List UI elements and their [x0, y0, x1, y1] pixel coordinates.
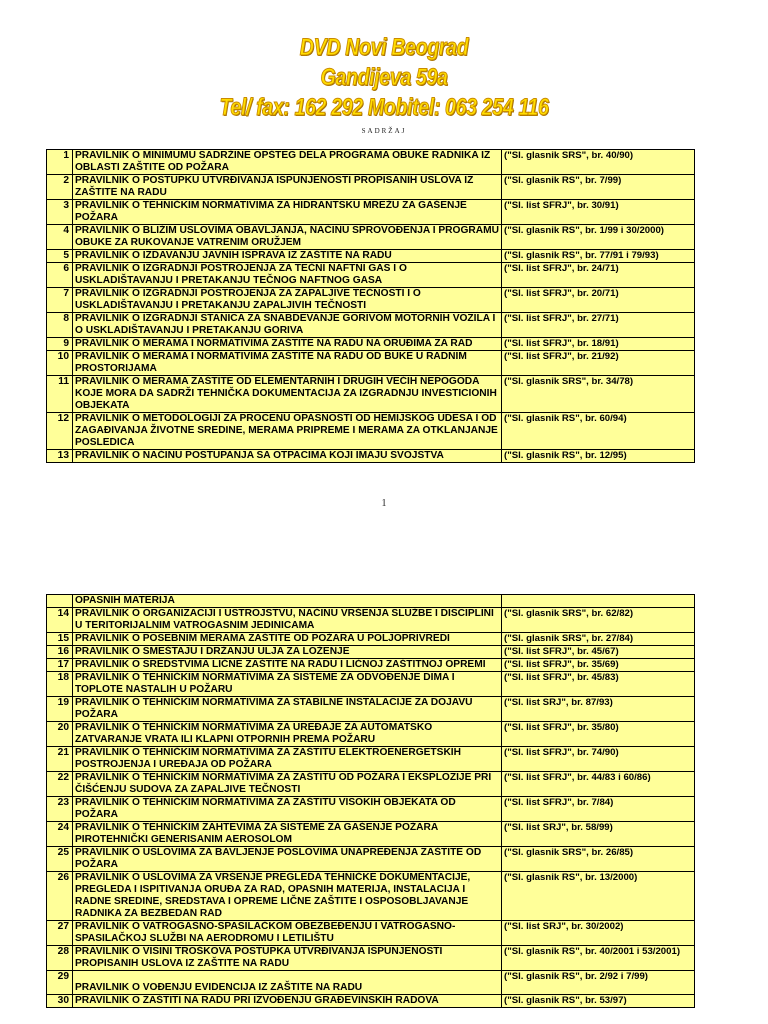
regulation-title: PRAVILNIK O TEHNIČKIM NORMATIVIMA ZA SISTEME ZA ODVOĐENJE DIMA I TOPLOTE NASTALIH U POŽARU: [73, 672, 502, 697]
table-row: [47, 847, 695, 872]
row-number: [47, 595, 73, 608]
table-row: [47, 338, 695, 351]
contents-heading: SADRŽAJ: [361, 127, 407, 135]
row-number: 9: [47, 338, 73, 351]
row-number: 3: [47, 200, 73, 225]
row-number: 8: [47, 313, 73, 338]
regulation-title: PRAVILNIK O IZDAVANJU JAVNIH ISPRAVA IZ ZAŠTITE NA RADU: [73, 250, 502, 263]
row-number: 27: [47, 921, 73, 946]
gazette-reference: ("Sl. glasnik RS", br. 60/94): [502, 413, 695, 450]
row-number: 11: [47, 376, 73, 413]
gazette-reference: ("Sl. list SFRJ", br. 20/71): [502, 288, 695, 313]
table-row: [47, 288, 695, 313]
regulation-title: PRAVILNIK O NAČINU POSTUPANJA SA OTPACIMA KOJI IMAJU SVOJSTVA: [73, 450, 502, 463]
header-address: Gandijeva 59a: [320, 64, 448, 91]
gazette-reference: ("Sl. list SRJ", br. 87/93): [502, 697, 695, 722]
gazette-reference: ("Sl. glasnik RS", br. 12/95): [502, 450, 695, 463]
row-number: 2: [47, 175, 73, 200]
regulation-title: PRAVILNIK O MERAMA I NORMATIVIMA ZAŠTITE NA RADU NA ORUĐIMA ZA RAD: [73, 338, 502, 351]
gazette-reference: ("Sl. glasnik RS", br. 77/91 i 79/93): [502, 250, 695, 263]
row-number: 12: [47, 413, 73, 450]
regulation-title: PRAVILNIK O TEHNIČKIM NORMATIVIMA ZA ZAŠTITU ELEKTROENERGETSKIH POSTROJENJA I UREĐAJA OD POŽARA: [73, 747, 502, 772]
table-row: [47, 608, 695, 633]
gazette-reference: ("Sl. list SFRJ", br. 45/67): [502, 646, 695, 659]
table-row: [47, 722, 695, 747]
row-number: 18: [47, 672, 73, 697]
table-row: [47, 150, 695, 175]
regulation-title: PRAVILNIK O POSTUPKU UTVRĐIVANJA ISPUNJENOSTI PROPISANIH USLOVA IZ ZAŠTITE NA RADU: [73, 175, 502, 200]
row-number: 30: [47, 995, 73, 1008]
regulation-title: PRAVILNIK O VOĐENJU EVIDENCIJA IZ ZAŠTITE NA RADU: [73, 971, 502, 995]
gazette-reference: ("Sl. list SFRJ", br. 21/92): [502, 351, 695, 376]
gazette-reference: ("Sl. glasnik SRS", br. 27/84): [502, 633, 695, 646]
gazette-reference: ("Sl. list SFRJ", br. 24/71): [502, 263, 695, 288]
gazette-reference: ("Sl. glasnik RS", br. 2/92 i 7/99): [502, 971, 695, 995]
gazette-reference: ("Sl. list SFRJ", br. 7/84): [502, 797, 695, 822]
gazette-reference: ("Sl. list SFRJ", br. 30/91): [502, 200, 695, 225]
regulation-title: PRAVILNIK O TEHNIČKIM NORMATIVIMA ZA STABILNE INSTALACIJE ZA DOJAVU POŽARA: [73, 697, 502, 722]
regulation-title: PRAVILNIK O VISINI TROŠKOVA POSTUPKA UTVRĐIVANJA ISPUNJENOSTI PROPISANIH USLOVA IZ ZAŠTITE NA RADU: [73, 946, 502, 971]
table-row: [47, 971, 695, 995]
header-org-name: DVD Novi Beograd: [299, 34, 469, 61]
row-number: 6: [47, 263, 73, 288]
table-row: [47, 595, 695, 608]
gazette-reference: ("Sl. glasnik SRS", br. 34/78): [502, 376, 695, 413]
table-row: [47, 450, 695, 463]
gazette-reference: ("Sl. list SFRJ", br. 35/80): [502, 722, 695, 747]
table-row: [47, 250, 695, 263]
gazette-reference: ("Sl. glasnik RS", br. 7/99): [502, 175, 695, 200]
regulation-title: PRAVILNIK O MINIMUMU SADRŽINE OPŠTEG DELA PROGRAMA OBUKE RADNIKA IZ OBLASTI ZAŠTITE OD POŽARA: [73, 150, 502, 175]
gazette-reference: ("Sl. list SFRJ", br. 18/91): [502, 338, 695, 351]
table-row: [47, 313, 695, 338]
gazette-reference: ("Sl. glasnik RS", br. 53/97): [502, 995, 695, 1008]
regulation-title: PRAVILNIK O POSEBNIM MERAMA ZAŠTITE OD POŽARA U POLJOPRIVREDI: [73, 633, 502, 646]
row-number: 1: [47, 150, 73, 175]
regulation-title: PRAVILNIK O BLIŽIM USLOVIMA OBAVLJANJA, NAČINU SPROVOĐENJA I PROGRAMU OBUKE ZA RUKOVANJE VATRENIM ORUŽJEM: [73, 225, 502, 250]
row-number: 28: [47, 946, 73, 971]
regulation-title: PRAVILNIK O MERAMA ZAŠTITE OD ELEMENTARNIH I DRUGIH VEĆIH NEPOGODA KOJE MORA DA SADRŽI TEHNIČKA DOKUMENTACIJA ZA IZGRADNJU INVESTICIONIH OBJEKATA: [73, 376, 502, 413]
row-number: 5: [47, 250, 73, 263]
row-number: 22: [47, 772, 73, 797]
regulation-title: PRAVILNIK O VATROGASNO-SPASILAČKOM OBEZBEĐENJU I VATROGASNO-SPASILAČKOJ SLUŽBI NA AERODROMU I LETILIŠTU: [73, 921, 502, 946]
gazette-reference: ("Sl. list SFRJ", br. 45/83): [502, 672, 695, 697]
row-number: 15: [47, 633, 73, 646]
table-row: [47, 263, 695, 288]
regulation-title: PRAVILNIK O METODOLOGIJI ZA PROCENU OPASNOSTI OD HEMIJSKOG UDESA I OD ZAGAĐIVANJA ŽIVOTNE SREDINE, MERAMA PRIPREME I MERAMA ZA OTKLANJANJE POSLEDICA: [73, 413, 502, 450]
regulation-title: OPASNIH MATERIJA: [73, 595, 502, 608]
table-row: [47, 646, 695, 659]
header-phone: Tel/ fax: 162 292 Mobitel: 063 254 116: [219, 94, 549, 121]
regulation-title: PRAVILNIK O USLOVIMA ZA BAVLJENJE POSLOVIMA UNAPREĐENJA ZAŠTITE OD POŽARA: [73, 847, 502, 872]
row-number: 13: [47, 450, 73, 463]
table-row: [47, 351, 695, 376]
regulations-table-page-2: [46, 594, 695, 1008]
regulations-table-page-1: [46, 149, 695, 463]
regulation-title: PRAVILNIK O ZAŠTITI NA RADU PRI IZVOĐENJU GRAĐEVINSKIH RADOVA: [73, 995, 502, 1008]
regulation-title: PRAVILNIK O TEHNIČKIM NORMATIVIMA ZA ZAŠTITU VISOKIH OBJEKATA OD POŽARA: [73, 797, 502, 822]
row-number: 29: [47, 971, 73, 995]
table-row: [47, 921, 695, 946]
gazette-reference: ("Sl. glasnik RS", br. 13/2000): [502, 872, 695, 921]
regulation-title: PRAVILNIK O TEHNIČKIM NORMATIVIMA ZA HIDRANTSKU MREŽU ZA GAŠENJE POŽARA: [73, 200, 502, 225]
regulation-title: PRAVILNIK O USLOVIMA ZA VRŠENJE PREGLEDA TEHNIČKE DOKUMENTACIJE, PREGLEDA I ISPITIVANJA ORUĐA ZA RAD, OPASNIH MATERIJA, INSTALACIJA I RADNE SREDINE, SREDSTAVA I OPREME LIČNE ZAŠTITE I OSPOSOBLJAVANJE RADNIKA ZA BEZBEDAN RAD: [73, 872, 502, 921]
gazette-reference: ("Sl. glasnik SRS", br. 62/82): [502, 608, 695, 633]
gazette-reference: ("Sl. glasnik SRS", br. 40/90): [502, 150, 695, 175]
table-row: [47, 200, 695, 225]
regulation-title: PRAVILNIK O TEHNIČKIM ZAHTEVIMA ZA SISTEME ZA GAŠENJE POŽARA PIROTEHNIČKI GENERISANIM AEROSOLOM: [73, 822, 502, 847]
row-number: 25: [47, 847, 73, 872]
regulation-title: PRAVILNIK O IZGRADNJI STANICA ZA SNABDEVANJE GORIVOM MOTORNIH VOZILA I O USKLADIŠTAVANJU I PRETAKANJU GORIVA: [73, 313, 502, 338]
table-row: [47, 175, 695, 200]
row-number: 21: [47, 747, 73, 772]
table-row: [47, 672, 695, 697]
gazette-reference: ("Sl. list SFRJ", br. 74/90): [502, 747, 695, 772]
table-row: [47, 413, 695, 450]
row-number: 17: [47, 659, 73, 672]
table-row: [47, 995, 695, 1008]
row-number: 16: [47, 646, 73, 659]
table-row: [47, 797, 695, 822]
gazette-reference: ("Sl. glasnik RS", br. 1/99 i 30/2000): [502, 225, 695, 250]
regulation-title: PRAVILNIK O SMEŠTAJU I DRŽANJU ULJA ZA LOŽENJE: [73, 646, 502, 659]
row-number: 19: [47, 697, 73, 722]
regulation-title: PRAVILNIK O TEHNIČKIM NORMATIVIMA ZA ZAŠTITU OD POŽARA I EKSPLOZIJE PRI ČIŠĆENJU SUDOVA ZA ZAPALJIVE TEČNOSTI: [73, 772, 502, 797]
row-number: 26: [47, 872, 73, 921]
gazette-reference: ("Sl. list SRJ", br. 58/99): [502, 822, 695, 847]
row-number: 20: [47, 722, 73, 747]
regulation-title: PRAVILNIK O SREDSTVIMA LIČNE ZAŠTITE NA RADU I LIČNOJ ZAŠTITNOJ OPREMI: [73, 659, 502, 672]
table-row: [47, 822, 695, 847]
table-row: [47, 225, 695, 250]
table-row: [47, 376, 695, 413]
gazette-reference: ("Sl. glasnik SRS", br. 26/85): [502, 847, 695, 872]
table-row: [47, 747, 695, 772]
regulation-title: PRAVILNIK O IZGRADNJI POSTROJENJA ZA TEČNI NAFTNI GAS I O USKLADIŠTAVANJU I PRETAKANJU TEČNOG NAFTNOG GASA: [73, 263, 502, 288]
gazette-reference: [502, 595, 695, 608]
table-row: [47, 872, 695, 921]
regulation-title: PRAVILNIK O IZGRADNJI POSTROJENJA ZA ZAPALJIVE TEČNOSTI I O USKLADIŠTAVANJU I PRETAKANJU ZAPALJIVIH TEČNOSTI: [73, 288, 502, 313]
gazette-reference: ("Sl. list SRJ", br. 30/2002): [502, 921, 695, 946]
regulation-title: PRAVILNIK O MERAMA I NORMATIVIMA ZAŠTITE NA RADU OD BUKE U RADNIM PROSTORIJAMA: [73, 351, 502, 376]
gazette-reference: ("Sl. list SFRJ", br. 27/71): [502, 313, 695, 338]
regulation-title: PRAVILNIK O TEHNIČKIM NORMATIVIMA ZA UREĐAJE ZA AUTOMATSKO ZATVARANJE VRATA ILI KLAPNI OTPORNIH PREMA POŽARU: [73, 722, 502, 747]
table-row: [47, 772, 695, 797]
row-number: 24: [47, 822, 73, 847]
row-number: 23: [47, 797, 73, 822]
gazette-reference: ("Sl. list SFRJ", br. 35/69): [502, 659, 695, 672]
row-number: 14: [47, 608, 73, 633]
table-row: [47, 946, 695, 971]
page-number: 1: [381, 498, 387, 509]
regulation-title: PRAVILNIK O ORGANIZACIJI I USTROJSTVU, NAČINU VRŠENJA SLUŽBE I DISCIPLINI U TERITORIJALNIM VATROGASNIM JEDINICAMA: [73, 608, 502, 633]
table-row: [47, 633, 695, 646]
table-row: [47, 697, 695, 722]
gazette-reference: ("Sl. list SFRJ", br. 44/83 i 60/86): [502, 772, 695, 797]
table-row: [47, 659, 695, 672]
row-number: 4: [47, 225, 73, 250]
gazette-reference: ("Sl. glasnik RS", br. 40/2001 i 53/2001): [502, 946, 695, 971]
row-number: 10: [47, 351, 73, 376]
row-number: 7: [47, 288, 73, 313]
